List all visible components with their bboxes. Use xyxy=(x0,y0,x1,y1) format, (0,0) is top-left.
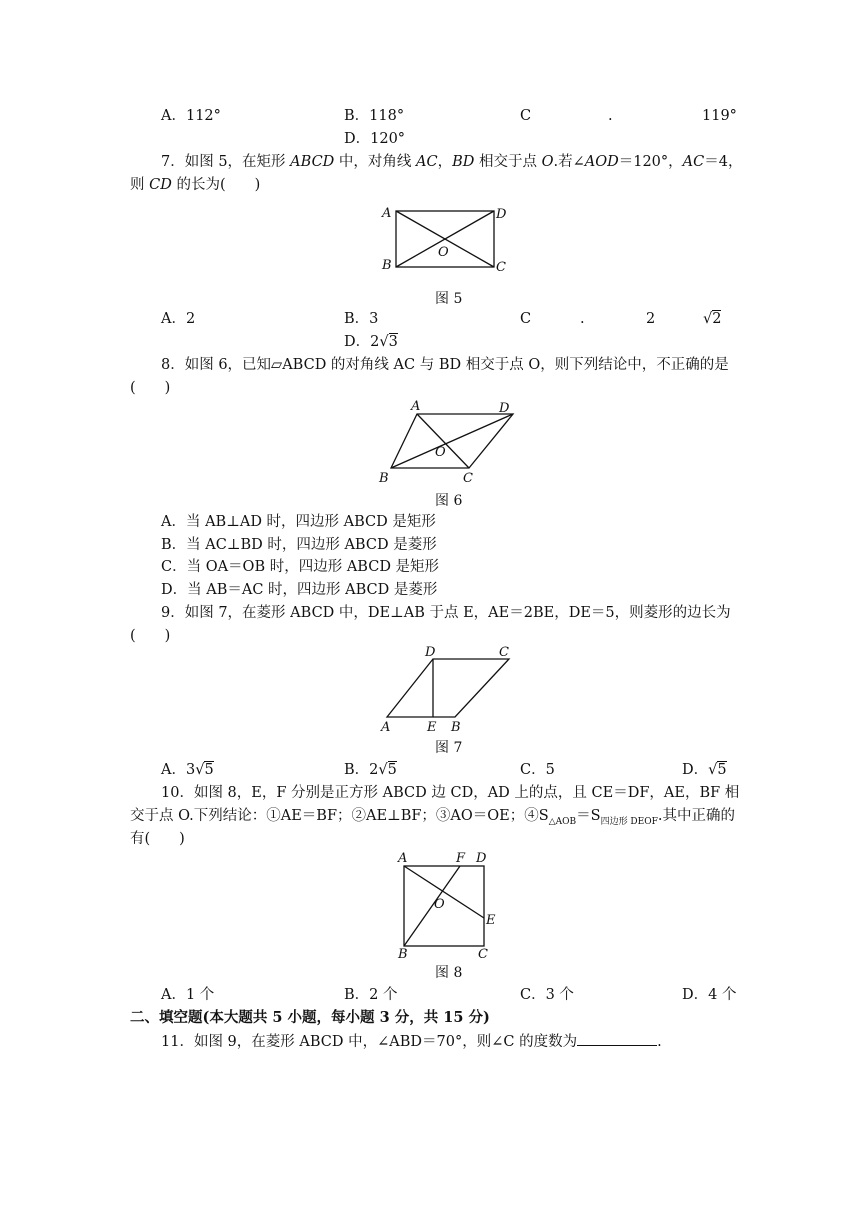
label-b: B xyxy=(398,947,408,962)
q6-option-b: B．118° xyxy=(344,108,405,124)
label-b: B xyxy=(379,471,389,486)
label-c: C xyxy=(496,260,506,275)
label-a: A xyxy=(381,720,391,735)
q10-stem-line2: 交于点 O.下列结论：①AE＝BF；②AE⊥BF；③AO＝OE；$④S_{\triangle AOB}=S_{四边形 DEOF}$.其中正确的 xyxy=(130,808,735,827)
label-c: C xyxy=(499,645,509,660)
figure-5-rectangle xyxy=(380,205,510,275)
label-d: D xyxy=(496,207,507,222)
label-e: E xyxy=(486,913,496,928)
figure-7-rhombus xyxy=(375,645,525,735)
q8-stem-line2: ( ) xyxy=(130,380,171,396)
figure-5-caption: 图 5 xyxy=(435,291,463,307)
q9-option-c: C．5 xyxy=(520,762,555,778)
q9-option-d: D．√5 xyxy=(682,762,727,778)
q7-option-b: B．3 xyxy=(344,311,379,327)
q8-option-a: A．当 AB⊥AD 时，四边形 ABCD 是矩形 xyxy=(161,514,436,530)
label-b: B xyxy=(451,720,461,735)
q6-option-c-value: 119° xyxy=(702,108,737,124)
label-c: C xyxy=(478,947,488,962)
label-f: F xyxy=(456,851,466,866)
diagonal-bd xyxy=(391,414,513,468)
q7-option-c-dot: . xyxy=(580,311,585,327)
label-c: C xyxy=(463,471,473,486)
q7-option-c-coef: 2 xyxy=(646,311,656,327)
figure-8-square xyxy=(390,848,510,963)
q10-stem-line3: 有( ) xyxy=(130,831,185,847)
q7-option-d: D．2√3 xyxy=(344,334,398,350)
q7-option-a: A．2 xyxy=(161,311,196,327)
label-d: D xyxy=(425,645,436,660)
label-d: D xyxy=(499,401,510,416)
q10-option-b: B．2 个 xyxy=(344,987,398,1003)
q10-option-a: A．1 个 xyxy=(161,987,215,1003)
q10-option-c: C．3 个 xyxy=(520,987,574,1003)
q9-stem-line2: ( ) xyxy=(130,628,171,644)
q10-option-d: D．4 个 xyxy=(682,987,737,1003)
q7-option-c-sqrt: √2 xyxy=(703,311,722,327)
q9-stem-line1: 9．如图 7，在菱形 ABCD 中，DE⊥AB 于点 E，AE＝2BE，DE＝5，则菱形的边长为 xyxy=(161,605,731,621)
figure-6-caption: 图 6 xyxy=(435,493,463,509)
label-o: O xyxy=(438,245,449,260)
q8-stem-line1: 8．如图 6，已知▱ABCD 的对角线 AC 与 BD 相交于点 O，则下列结论中，不正确的是 xyxy=(161,357,729,373)
q7-stem-line2: 则 CD 的长为( ) xyxy=(130,177,261,193)
figure-8-caption: 图 8 xyxy=(435,965,463,981)
q8-option-b: B．当 AC⊥BD 时，四边形 ABCD 是菱形 xyxy=(161,537,437,553)
figure-7-caption: 图 7 xyxy=(435,740,463,756)
q8-option-c: C．当 OA＝OB 时，四边形 ABCD 是矩形 xyxy=(161,559,440,575)
q7-option-c-letter: C xyxy=(520,311,532,327)
label-o: O xyxy=(434,897,445,912)
label-b: B xyxy=(382,258,392,273)
label-e: E xyxy=(427,720,437,735)
q11-answer-blank xyxy=(577,1031,657,1046)
q7-stem-line1: 7．如图 5，在矩形 ABCD 中，对角线 AC，BD 相交于点 O.若∠AOD＝120°，AC＝4， xyxy=(161,154,743,170)
rhombus-abcd xyxy=(387,659,509,717)
label-o: O xyxy=(435,445,446,460)
label-a: A xyxy=(382,206,392,221)
q8-option-d: D．当 AB＝AC 时，四边形 ABCD 是菱形 xyxy=(161,582,438,598)
section-2-title: 二、填空题(本大题共 5 小题，每小题 3 分，共 15 分) xyxy=(130,1009,490,1026)
label-a: A xyxy=(398,851,408,866)
segment-bf xyxy=(404,866,460,946)
q11-stem: 11．如图 9，在菱形 ABCD 中，∠ABD＝70°，则∠C 的度数为 . xyxy=(161,1031,662,1052)
q10-stem-line1: 10．如图 8，E，F 分别是正方形 ABCD 边 CD，AD 上的点，且 CE＝DF，AE，BF 相 xyxy=(161,785,740,801)
q9-option-b: B．2√5 xyxy=(344,762,397,778)
q9-option-a: A．3√5 xyxy=(161,762,214,778)
q6-option-a: A．112° xyxy=(161,108,221,124)
q6-option-c-letter: C xyxy=(520,108,532,124)
q6-option-c-dot: . xyxy=(608,108,613,124)
q6-option-d: D．120° xyxy=(344,131,406,147)
label-d: D xyxy=(476,851,487,866)
label-a: A xyxy=(411,399,421,414)
figure-6-parallelogram xyxy=(375,398,525,488)
